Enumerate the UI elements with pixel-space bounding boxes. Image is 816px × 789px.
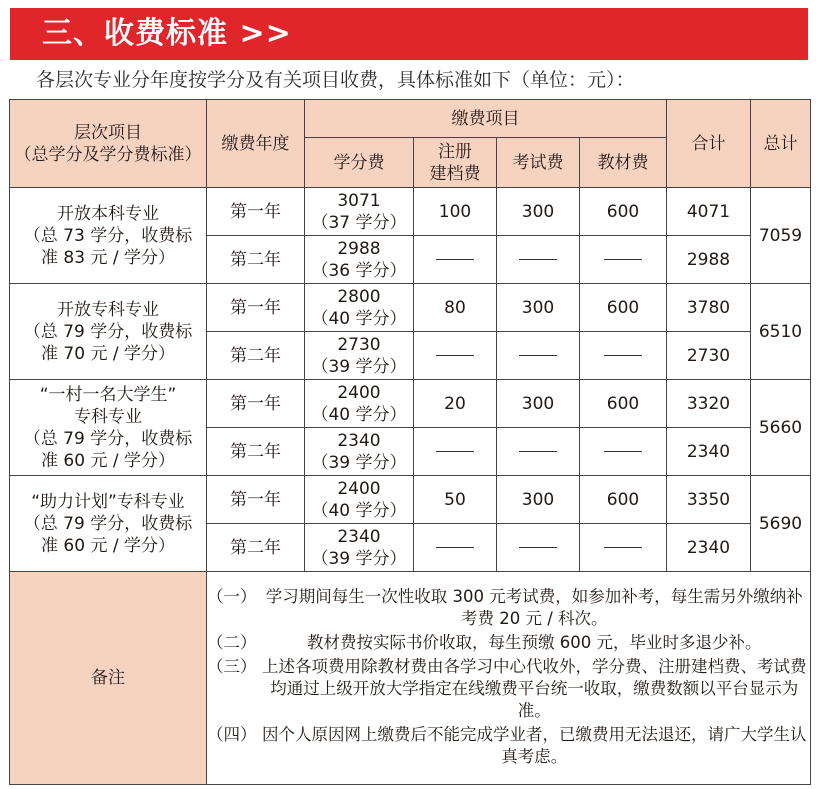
exam-fee-cell: 300	[497, 284, 580, 332]
dash-mark	[604, 259, 642, 260]
notes-label: 备注	[10, 572, 207, 785]
subtotal-cell: 3780	[667, 284, 751, 332]
credit-fee-cell	[305, 236, 414, 284]
subtotal-cell: 4071	[667, 188, 751, 236]
year-cell: 第二年	[207, 524, 305, 572]
material-fee-cell	[580, 428, 667, 476]
category-cell	[10, 188, 207, 284]
material-fee-cell: 600	[580, 284, 667, 332]
table-row	[10, 380, 811, 428]
credit-fee-amount: 3071	[337, 190, 381, 211]
credit-fee-cell	[305, 380, 414, 428]
header-level-line2: （总学分及学分费标准）	[14, 144, 202, 165]
note-number: （二）	[207, 633, 257, 652]
year-cell: 第一年	[207, 476, 305, 524]
material-fee-cell	[580, 332, 667, 380]
register-fee-cell	[414, 428, 497, 476]
subtotal-cell: 2988	[667, 236, 751, 284]
credit-fee-credits: （37 学分）	[311, 212, 407, 233]
dash-mark	[519, 259, 557, 260]
credit-fee-cell	[305, 332, 414, 380]
notes-row	[10, 572, 811, 785]
note-item	[207, 586, 810, 630]
credit-fee-cell	[305, 188, 414, 236]
credit-fee-credits: （36 学分）	[311, 260, 407, 281]
dash-mark	[604, 547, 642, 548]
total-cell: 5660	[751, 380, 811, 476]
year-cell: 第二年	[207, 428, 305, 476]
credit-fee-cell	[305, 428, 414, 476]
category-label-line: 准 70 元 / 学分）	[41, 343, 175, 364]
note-item	[207, 632, 810, 654]
credit-fee-amount: 2400	[337, 382, 381, 403]
category-label-line: （总 79 学分，收费标	[23, 428, 193, 449]
category-cell	[10, 476, 207, 572]
dash-mark	[436, 547, 474, 548]
year-cell: 第二年	[207, 332, 305, 380]
register-fee-cell: 20	[414, 380, 497, 428]
table-row	[10, 476, 811, 524]
register-fee-cell: 100	[414, 188, 497, 236]
total-cell: 6510	[751, 284, 811, 380]
header-subtotal: 合计	[667, 100, 751, 188]
header-register-fee	[414, 138, 497, 188]
dash-mark	[436, 355, 474, 356]
category-label-line: （总 79 学分，收费标	[23, 321, 193, 342]
subtotal-cell: 2340	[667, 524, 751, 572]
dash-mark	[519, 355, 557, 356]
material-fee-cell: 600	[580, 380, 667, 428]
exam-fee-cell: 300	[497, 476, 580, 524]
material-fee-cell	[580, 236, 667, 284]
dash-mark	[604, 355, 642, 356]
material-fee-cell: 600	[580, 476, 667, 524]
notes-cell	[207, 572, 811, 785]
exam-fee-cell: 300	[497, 188, 580, 236]
total-cell: 5690	[751, 476, 811, 572]
category-label-line: （总 79 学分，收费标	[23, 513, 193, 534]
table-row	[10, 284, 811, 332]
register-fee-cell: 50	[414, 476, 497, 524]
category-label-line: “一村一名大学生”	[39, 384, 177, 405]
subtotal-cell: 3320	[667, 380, 751, 428]
category-cell	[10, 380, 207, 476]
header-register-line2: 建档费	[429, 163, 481, 184]
credit-fee-amount: 2730	[337, 334, 381, 355]
total-cell: 7059	[751, 188, 811, 284]
category-label-line: “助力计划”专科专业	[31, 491, 185, 512]
category-label-line: 专科专业	[74, 406, 142, 427]
exam-fee-cell	[497, 524, 580, 572]
dash-mark	[519, 547, 557, 548]
credit-fee-cell	[305, 284, 414, 332]
note-item	[207, 724, 810, 768]
header-total: 总计	[751, 100, 811, 188]
dash-mark	[604, 451, 642, 452]
note-number: （一）	[207, 587, 257, 606]
category-label-line: 准 60 元 / 学分）	[41, 450, 175, 471]
credit-fee-credits: （39 学分）	[311, 452, 407, 473]
credit-fee-credits: （39 学分）	[311, 548, 407, 569]
fee-table	[9, 99, 811, 785]
dash-mark	[436, 259, 474, 260]
exam-fee-cell	[497, 332, 580, 380]
header-register-line1: 注册	[438, 141, 472, 162]
header-year: 缴费年度	[207, 100, 305, 188]
credit-fee-credits: （39 学分）	[311, 356, 407, 377]
exam-fee-cell: 300	[497, 380, 580, 428]
register-fee-cell	[414, 236, 497, 284]
credit-fee-amount: 2800	[337, 286, 381, 307]
year-cell: 第一年	[207, 188, 305, 236]
note-item	[207, 656, 810, 722]
note-text: 教材费按实际书价收取，每生预缴 600 元，毕业时多退少补。	[307, 633, 762, 652]
exam-fee-cell	[497, 236, 580, 284]
subtotal-cell: 2730	[667, 332, 751, 380]
year-cell: 第二年	[207, 236, 305, 284]
header-material-fee: 教材费	[580, 138, 667, 188]
category-label-line: （总 73 学分，收费标	[23, 225, 193, 246]
year-cell: 第一年	[207, 380, 305, 428]
header-level	[10, 100, 207, 188]
credit-fee-cell	[305, 476, 414, 524]
section-title: 三、收费标准 >>	[42, 16, 292, 51]
credit-fee-credits: （40 学分）	[311, 500, 407, 521]
dash-mark	[519, 451, 557, 452]
subtotal-cell: 2340	[667, 428, 751, 476]
note-number: （三）	[207, 657, 257, 676]
credit-fee-credits: （40 学分）	[311, 404, 407, 425]
header-items: 缴费项目	[305, 100, 667, 138]
credit-fee-amount: 2988	[337, 238, 381, 259]
header-level-line1: 层次项目	[74, 122, 142, 143]
note-text: 因个人原因网上缴费后不能完成学业者，已缴费用无法退还，请广大学生认真考虑。	[262, 725, 807, 766]
credit-fee-amount: 2340	[337, 526, 381, 547]
register-fee-cell: 80	[414, 284, 497, 332]
category-label-line: 开放本科专业	[57, 203, 159, 224]
header-exam-fee: 考试费	[497, 138, 580, 188]
credit-fee-amount: 2400	[337, 478, 381, 499]
credit-fee-cell	[305, 524, 414, 572]
category-cell	[10, 284, 207, 380]
note-number: （四）	[207, 725, 257, 744]
note-text: 学习期间每生一次性收取 300 元考试费，如参加补考，每生需另外缴纳补考费 20 元 / 科次。	[265, 587, 803, 628]
dash-mark	[436, 451, 474, 452]
category-label-line: 开放专科专业	[57, 299, 159, 320]
credit-fee-credits: （40 学分）	[311, 308, 407, 329]
material-fee-cell: 600	[580, 188, 667, 236]
section-banner	[10, 8, 808, 60]
subtotal-cell: 3350	[667, 476, 751, 524]
register-fee-cell	[414, 524, 497, 572]
register-fee-cell	[414, 332, 497, 380]
note-text: 上述各项费用除教材费由各学习中心代收外，学分费、注册建档费、考试费均通过上级开放大学指定在线缴费平台统一收取，缴费数额以平台显示为准。	[262, 657, 807, 720]
credit-fee-amount: 2340	[337, 430, 381, 451]
intro-text: 各层次专业分年度按学分及有关项目收费，具体标准如下（单位：元）：	[36, 69, 635, 91]
exam-fee-cell	[497, 428, 580, 476]
material-fee-cell	[580, 524, 667, 572]
header-credit-fee: 学分费	[305, 138, 414, 188]
category-label-line: 准 60 元 / 学分）	[41, 535, 175, 556]
year-cell: 第一年	[207, 284, 305, 332]
category-label-line: 准 83 元 / 学分）	[41, 247, 175, 268]
table-row	[10, 188, 811, 236]
